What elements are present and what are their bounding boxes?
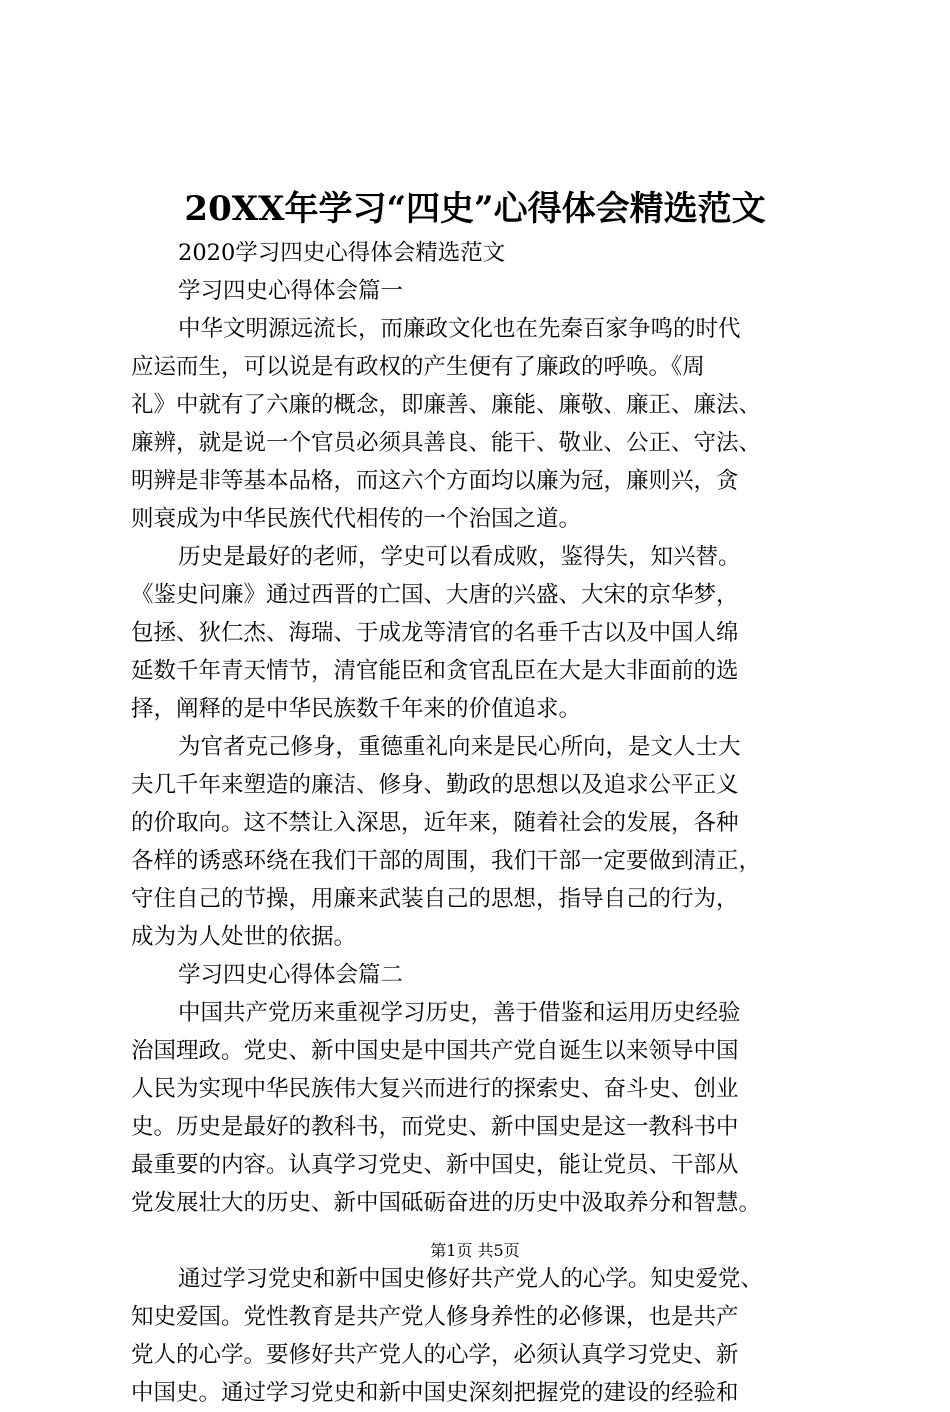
text-line: 廉辨，就是说一个官员必须具善良、能干、敬业、公正、守法、 — [131, 430, 762, 456]
text-line: 通过学习党史和新中国史修好共产党人的心学。知史爱党、 — [178, 1266, 764, 1292]
text-line: 学习四史心得体会篇一 — [178, 278, 404, 304]
text-line: 礼》中就有了六廉的概念，即廉善、廉能、廉敬、廉正、廉法、 — [131, 392, 762, 418]
document-body — [131, 234, 831, 1412]
text-line: 知史爱国。党性教育是共产党人修身养性的必修课，也是共产 — [131, 1304, 739, 1330]
text-line: 中国史。通过学习党史和新中国史深刻把握党的建设的经验和 — [131, 1380, 739, 1406]
text-line: 党人的心学。要修好共产党人的心学，必须认真学习党史、新 — [131, 1342, 739, 1368]
text-line: 择，阐释的是中华民族数千年来的价值追求。 — [131, 696, 582, 722]
text-line: 的价取向。这不禁让入深思，近年来，随着社会的发展，各种 — [131, 810, 739, 836]
text-line: 守住自己的节操，用廉来武装自己的思想，指导自己的行为， — [131, 886, 739, 912]
text-line: 延数千年青天情节，清官能臣和贪官乱臣在大是大非面前的选 — [131, 658, 739, 684]
text-line: 治国理政。党史、新中国史是中国共产党自诞生以来领导中国 — [131, 1038, 739, 1064]
text-line: 2020学习四史心得体会精选范文 — [178, 240, 506, 266]
text-line: 为官者克己修身，重德重礼向来是民心所向，是文人士大 — [178, 734, 741, 760]
text-line: 则衰成为中华民族代代相传的一个治国之道。 — [131, 506, 582, 532]
text-line: 包拯、狄仁杰、海瑞、于成龙等清官的名垂千古以及中国人绵 — [131, 620, 739, 646]
text-line: 《鉴史问廉》通过西晋的亡国、大唐的兴盛、大宋的京华梦， — [131, 582, 739, 608]
text-line: 应运而生，可以说是有政权的产生便有了廉政的呼唤。《周 — [131, 354, 705, 380]
text-line: 历史是最好的老师，学史可以看成败，鉴得失，知兴替。 — [178, 544, 741, 570]
text-line: 夫几千年来塑造的廉洁、修身、勤政的思想以及追求公平正义 — [131, 772, 739, 798]
page-footer: 第1页 共5页 — [430, 1241, 520, 1260]
text-line: 人民为实现中华民族伟大复兴而进行的探索史、奋斗史、创业 — [131, 1076, 739, 1102]
text-line: 党发展壮大的历史、新中国砥砺奋进的历史中汲取养分和智慧。 — [131, 1190, 762, 1216]
text-line: 成为为人处世的依据。 — [131, 924, 357, 950]
text-line: 各样的诱惑环绕在我们干部的周围，我们干部一定要做到清正， — [131, 848, 762, 874]
text-line: 学习四史心得体会篇二 — [178, 962, 404, 988]
text-line: 史。历史是最好的教科书，而党史、新中国史是这一教科书中 — [131, 1114, 739, 1140]
text-line: 中国共产党历来重视学习历史，善于借鉴和运用历史经验 — [178, 1000, 741, 1026]
text-line: 明辨是非等基本品格，而这六个方面均以廉为冠，廉则兴，贪 — [131, 468, 739, 494]
text-line: 中华文明源远流长，而廉政文化也在先秦百家争鸣的时代 — [178, 316, 741, 342]
text-line: 最重要的内容。认真学习党史、新中国史，能让党员、干部从 — [131, 1152, 739, 1178]
document-title: 20XX年学习“四史”心得体会精选范文 — [184, 189, 766, 229]
